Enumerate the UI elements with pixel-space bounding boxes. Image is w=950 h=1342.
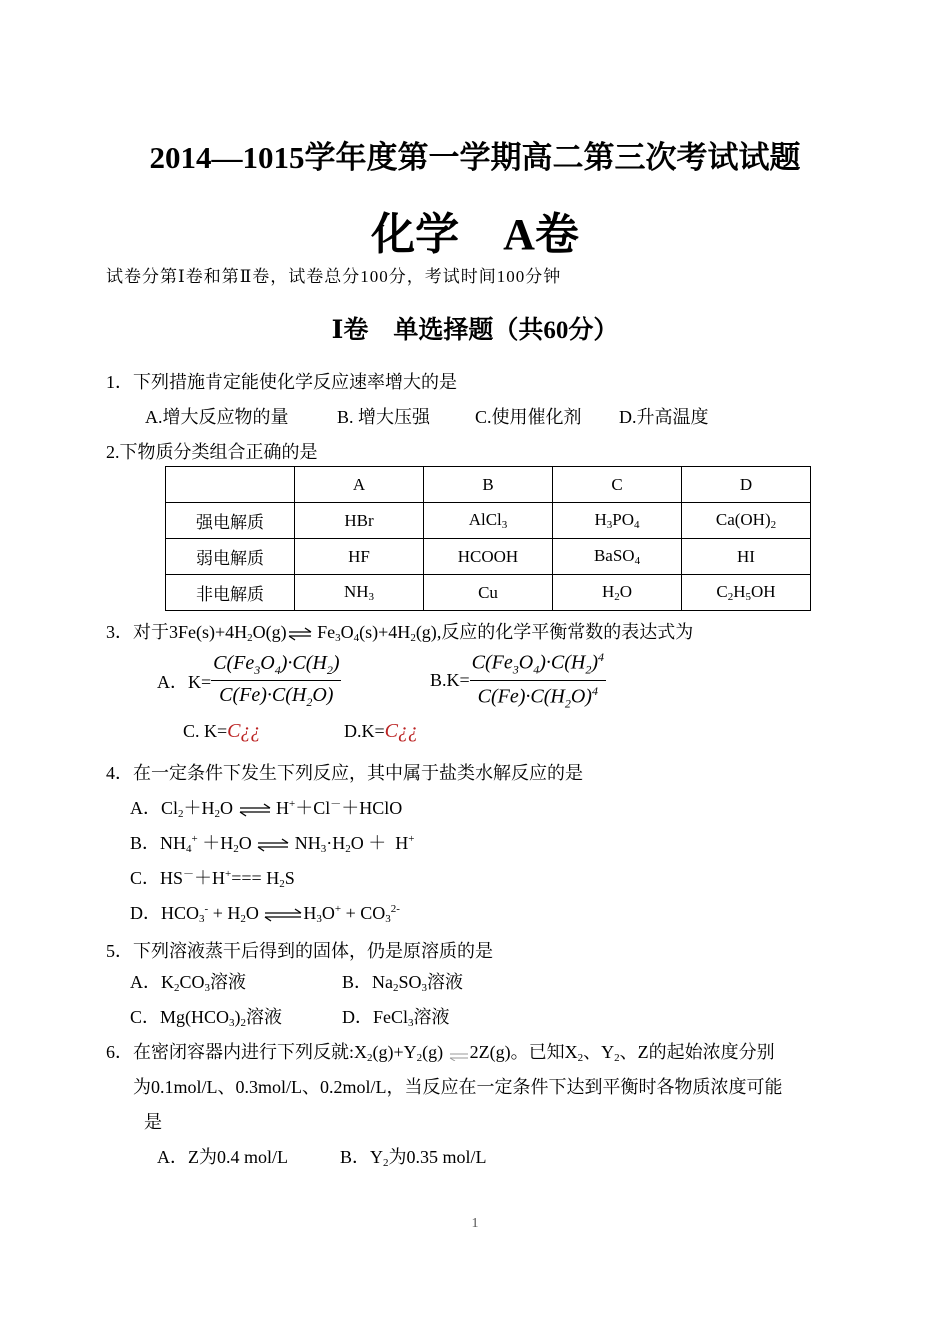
q3-option-a: A．K= $\frac{C(Fe_3O_4)\cdot C(H_2)}{C(Fe)\cdot C(H_2O)}$ (157, 652, 340, 709)
table-cell: HI (682, 539, 811, 575)
classification-table (165, 466, 811, 611)
formula-a: $\frac{C(Fe_3O_4)\cdot C(H_2)}{C(Fe)\cdot C(H_2O)}$ (213, 652, 340, 709)
q1-option-b: B. 增大压强 (337, 407, 431, 427)
table-cell: AlCl$_3$ (424, 503, 553, 539)
q1-stem: 1．下列措施肯定能使化学反应速率增大的是 (106, 372, 457, 392)
q4-option-c: C．$HS^-+H^+=== H_2S$ (130, 868, 295, 890)
q1-option-a: A.增大反应物的量 (145, 407, 289, 427)
table-cell: $Ca(OH)_2$ (682, 503, 811, 539)
q3-option-b: B.K= $\frac{C(Fe_3O_4)\cdot C(H_2)^4}{C(Fe)\cdot C(H_2O)^4}$ (430, 650, 604, 711)
formula-b: $\frac{C(Fe_3O_4)\cdot C(H_2)^4}{C(Fe)\cdot C(H_2O)^4}$ (471, 650, 604, 711)
equilibrium-arrow-icon (238, 803, 272, 817)
table-header-cell: C (553, 467, 682, 503)
subject-title: 化学 A卷 (371, 210, 579, 259)
q2-stem: 2.下物质分类组合正确的是 (106, 442, 318, 462)
row-label: 强电解质 (166, 503, 295, 539)
q5-option-b: B．$Na_2SO_3$溶液 (342, 972, 464, 994)
exam-title: 2014—1015学年度第一学期高二第三次考试试题 (149, 140, 801, 175)
table-row (166, 539, 811, 575)
q6-stem: 6．在密闭容器内进行下列反就$:X_2(g)+Y_2(g)$ 2Z(g)。已知$X_2$、$Y_2$、Z的起始浓度分别 (106, 1042, 775, 1064)
table-cell: $H_2O$ (553, 575, 682, 611)
q6-stem-line2: 为0.1mol/L、0.3mol/L、0.2mol/L，当反应在一定条件下达到平衡时各物质浓度可能 (133, 1077, 783, 1097)
q5-stem: 5．下列溶液蒸干后得到的固体，仍是原溶质的是 (106, 941, 493, 961)
table-cell: HBr (295, 503, 424, 539)
q4-stem: 4．在一定条件下发生下列反应，其中属于盐类水解反应的是 (106, 763, 583, 783)
table-header-cell: B (424, 467, 553, 503)
table-header-row (166, 467, 811, 503)
q1-option-d: D.升高温度 (619, 407, 709, 427)
equilibrium-arrow-icon (256, 838, 290, 852)
table-row (166, 503, 811, 539)
table-cell: $NH_3$ (295, 575, 424, 611)
table-cell: HF (295, 539, 424, 575)
table-header-cell: A (295, 467, 424, 503)
table-row (166, 575, 811, 611)
row-label: 非电解质 (166, 575, 295, 611)
q4-option-d: D．$HCO_3^- + H_2O$ $H_3O^+ + CO_3^{2-}$ (130, 903, 400, 925)
equilibrium-arrow-icon (263, 908, 303, 922)
table-cell: $C_2H_5OH$ (682, 575, 811, 611)
table-cell: HCOOH (424, 539, 553, 575)
equilibrium-arrow-icon (287, 627, 313, 641)
table-cell: Cu (424, 575, 553, 611)
row-label: 弱电解质 (166, 539, 295, 575)
q3-stem: 3．对于$3Fe(s)+4H_2O(g)$ $Fe_3O_4(s)+4H_2(g)$,反应的化学平衡常数的表达式为 (106, 622, 694, 644)
q3-option-d: D.K=C¿¿ (344, 720, 418, 742)
equilibrium-arrow-icon (448, 1047, 470, 1061)
q6-option-b: B．$Y_2$为0.35 mol/L (340, 1147, 487, 1169)
page-number: 1 (471, 1216, 479, 1231)
q6-option-a: A．Z为0.4 mol/L (157, 1147, 288, 1167)
table-cell: $H_3PO_4$ (553, 503, 682, 539)
table-cell: BaSO$_4$ (553, 539, 682, 575)
exam-note: 试卷分第Ⅰ卷和第Ⅱ卷，试卷总分100分，考试时间100分钟 (106, 267, 562, 286)
section-title: Ⅰ卷 单选择题（共60分） (331, 317, 619, 344)
q3-option-c: C. K=C¿¿ (183, 720, 261, 742)
q5-option-a: A．$K_2CO_3$溶液 (130, 972, 247, 994)
q5-option-c: C．$Mg(HCO_3)_2$溶液 (130, 1007, 283, 1029)
q4-option-a: A．$Cl_2+H_2O$ H+＋Cl－＋HClO (130, 798, 403, 820)
q5-option-d: D．FeCl$_3$溶液 (342, 1007, 450, 1029)
q6-stem-line3: 是 (144, 1112, 162, 1132)
table-header-cell (166, 467, 295, 503)
q1-option-c: C.使用催化剂 (475, 407, 582, 427)
q4-option-b: B．$NH_4^+ +H_2O$ $NH_3\cdot H_2O + H^+$ (130, 833, 415, 855)
table-header-cell: D (682, 467, 811, 503)
